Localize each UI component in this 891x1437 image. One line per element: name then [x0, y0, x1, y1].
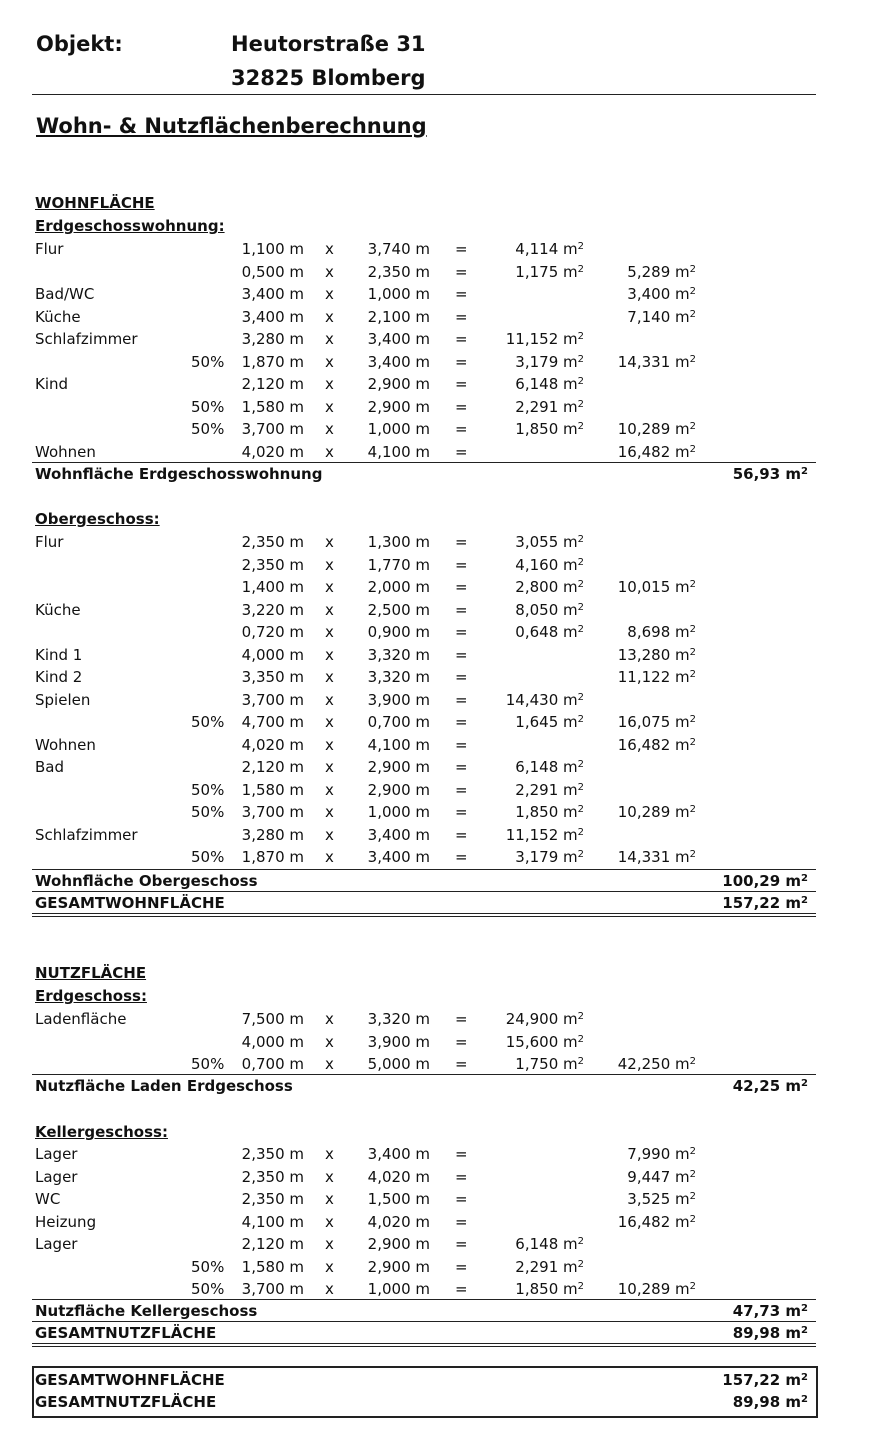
room-label: Flur — [35, 240, 64, 258]
length-a: 4,000 m — [241, 1032, 304, 1051]
room-total-area: 16,482 $m^2$ — [617, 735, 696, 754]
equals-sign: = — [455, 352, 468, 371]
section-heading — [34, 962, 814, 984]
multiply-sign: x — [325, 578, 334, 596]
calc-row — [34, 1233, 814, 1255]
room-total-area: 3,525 $m^2$ — [627, 1190, 696, 1208]
calc-row — [34, 1211, 814, 1233]
sum-value: 89,98 $m^2$ — [732, 1324, 808, 1342]
length-a: 3,400 m — [241, 307, 304, 326]
sum-row — [34, 1322, 814, 1344]
length-a: 4,000 m — [241, 645, 304, 664]
percent-factor: 50% — [191, 420, 225, 438]
length-a: 1,580 m — [241, 1257, 304, 1276]
length-b: 3,900 m — [367, 690, 430, 709]
length-b: 5,000 m — [367, 1055, 430, 1073]
length-a: 2,350 m — [241, 1167, 304, 1186]
calc-row — [34, 801, 814, 823]
sum-value: 157,22 $m^2$ — [722, 1371, 808, 1389]
multiply-sign: x — [325, 442, 334, 461]
length-b: 3,400 m — [367, 330, 430, 348]
section-heading — [34, 215, 814, 237]
equals-sign: = — [455, 1212, 468, 1231]
length-a: 3,220 m — [241, 600, 304, 619]
room-label: Küche — [35, 307, 81, 326]
equals-sign: = — [455, 578, 468, 596]
subtotal-area: 1,645 $m^2$ — [515, 713, 584, 731]
length-b: 3,740 m — [367, 240, 430, 258]
length-b: 0,700 m — [367, 713, 430, 731]
equals-sign: = — [455, 780, 468, 799]
calc-row — [34, 1188, 814, 1210]
equals-sign: = — [455, 848, 468, 866]
multiply-sign: x — [325, 600, 334, 619]
room-label: Bad — [35, 758, 65, 776]
equals-sign: = — [455, 1235, 468, 1253]
section-heading-text: Obergeschoss: — [35, 510, 160, 528]
calc-row — [34, 238, 814, 260]
subtotal-area: 11,152 $m^2$ — [505, 825, 584, 844]
equals-sign: = — [455, 555, 468, 574]
sum-value: 42,25 $m^2$ — [732, 1077, 808, 1095]
calc-row — [34, 779, 814, 801]
room-total-area: 10,015 $m^2$ — [617, 578, 696, 596]
percent-factor: 50% — [191, 803, 225, 821]
multiply-sign: x — [325, 848, 334, 866]
calc-row — [34, 846, 814, 868]
length-a: 2,120 m — [241, 1235, 304, 1253]
calc-row — [34, 306, 814, 328]
divider — [32, 1343, 816, 1344]
multiply-sign: x — [325, 1167, 334, 1186]
multiply-sign: x — [325, 1010, 334, 1028]
calc-row — [34, 283, 814, 305]
room-label: Flur — [35, 533, 64, 551]
length-b: 4,020 m — [367, 1212, 430, 1231]
sum-value: 89,98 $m^2$ — [732, 1393, 808, 1411]
length-b: 3,400 m — [367, 352, 430, 371]
length-b: 2,900 m — [367, 397, 430, 416]
length-b: 1,000 m — [367, 285, 430, 303]
subtotal-area: 4,160 $m^2$ — [515, 555, 584, 574]
length-a: 3,280 m — [241, 825, 304, 844]
length-a: 1,870 m — [241, 352, 304, 371]
multiply-sign: x — [325, 758, 334, 776]
length-a: 4,020 m — [241, 735, 304, 754]
equals-sign: = — [455, 1010, 468, 1028]
length-b: 2,000 m — [367, 578, 430, 596]
equals-sign: = — [455, 600, 468, 619]
subtotal-area: 1,850 $m^2$ — [515, 1280, 584, 1298]
room-label: Kind 1 — [35, 645, 83, 664]
equals-sign: = — [455, 623, 468, 641]
subtotal-area: 6,148 $m^2$ — [515, 1235, 584, 1253]
length-a: 7,500 m — [241, 1010, 304, 1028]
percent-factor: 50% — [191, 1257, 225, 1276]
section-heading-text: Erdgeschoss: — [35, 987, 147, 1005]
length-b: 1,770 m — [367, 555, 430, 574]
length-b: 3,320 m — [367, 668, 430, 686]
length-b: 1,000 m — [367, 1280, 430, 1298]
calc-row — [34, 711, 814, 733]
length-a: 0,700 m — [241, 1055, 304, 1073]
subtotal-area: 24,900 $m^2$ — [505, 1010, 584, 1028]
calc-row — [34, 621, 814, 643]
length-a: 1,100 m — [241, 240, 304, 258]
calc-row — [34, 734, 814, 756]
subtotal-area: 6,148 $m^2$ — [515, 375, 584, 393]
length-b: 1,000 m — [367, 420, 430, 438]
room-total-area: 3,400 $m^2$ — [627, 285, 696, 303]
multiply-sign: x — [325, 825, 334, 844]
length-b: 2,100 m — [367, 307, 430, 326]
multiply-sign: x — [325, 690, 334, 709]
sum-label: GESAMTWOHNFLÄCHE — [35, 894, 225, 912]
multiply-sign: x — [325, 533, 334, 551]
calc-row — [34, 756, 814, 778]
length-b: 2,900 m — [367, 758, 430, 776]
section-heading-text: NUTZFLÄCHE — [35, 964, 147, 982]
multiply-sign: x — [325, 623, 334, 641]
length-a: 3,350 m — [241, 668, 304, 686]
room-total-area: 42,250 $m^2$ — [617, 1055, 696, 1073]
sum-label: GESAMTWOHNFLÄCHE — [35, 1371, 225, 1389]
subtotal-area: 14,430 $m^2$ — [505, 690, 584, 709]
length-a: 1,580 m — [241, 397, 304, 416]
multiply-sign: x — [325, 330, 334, 348]
equals-sign: = — [455, 330, 468, 348]
sum-label: GESAMTNUTZFLÄCHE — [35, 1324, 217, 1342]
calc-row — [34, 666, 814, 688]
section-heading — [34, 508, 814, 530]
length-b: 3,320 m — [367, 645, 430, 664]
object-label: Objekt: — [36, 32, 123, 56]
equals-sign: = — [455, 690, 468, 709]
divider — [32, 913, 816, 914]
room-label: Lager — [35, 1145, 78, 1163]
percent-factor: 50% — [191, 780, 225, 799]
calc-row — [34, 1143, 814, 1165]
calc-row — [34, 824, 814, 846]
room-label: Schlafzimmer — [35, 330, 138, 348]
room-total-area: 16,482 $m^2$ — [617, 1212, 696, 1231]
equals-sign: = — [455, 285, 468, 303]
equals-sign: = — [455, 1032, 468, 1051]
subtotal-area: 3,179 $m^2$ — [515, 352, 584, 371]
multiply-sign: x — [325, 397, 334, 416]
length-a: 2,120 m — [241, 375, 304, 393]
length-a: 3,400 m — [241, 285, 304, 303]
calc-row — [34, 576, 814, 598]
length-b: 1,300 m — [367, 533, 430, 551]
sum-label: Wohnfläche Obergeschoss — [35, 872, 258, 890]
equals-sign: = — [455, 758, 468, 776]
calc-row — [34, 644, 814, 666]
section-heading — [34, 985, 814, 1007]
room-label: Lager — [35, 1167, 78, 1186]
object-city: 32825 Blomberg — [231, 66, 426, 90]
room-total-area: 13,280 $m^2$ — [617, 645, 696, 664]
length-b: 0,900 m — [367, 623, 430, 641]
room-total-area: 8,698 $m^2$ — [627, 623, 696, 641]
multiply-sign: x — [325, 352, 334, 371]
multiply-sign: x — [325, 1235, 334, 1253]
equals-sign: = — [455, 803, 468, 821]
room-label: Heizung — [35, 1212, 97, 1231]
calc-row — [34, 599, 814, 621]
length-b: 4,020 m — [367, 1167, 430, 1186]
length-a: 4,020 m — [241, 442, 304, 461]
room-label: Bad/WC — [35, 285, 95, 303]
multiply-sign: x — [325, 1212, 334, 1231]
equals-sign: = — [455, 1167, 468, 1186]
calc-row — [34, 1278, 814, 1300]
multiply-sign: x — [325, 1257, 334, 1276]
length-b: 2,500 m — [367, 600, 430, 619]
multiply-sign: x — [325, 285, 334, 303]
equals-sign: = — [455, 735, 468, 754]
length-b: 3,900 m — [367, 1032, 430, 1051]
room-label: Küche — [35, 600, 81, 619]
equals-sign: = — [455, 1280, 468, 1298]
room-label: Ladenfläche — [35, 1010, 127, 1028]
subtotal-area: 1,175 $m^2$ — [515, 262, 584, 281]
calc-row — [34, 373, 814, 395]
room-total-area: 7,140 $m^2$ — [627, 307, 696, 326]
length-a: 0,720 m — [241, 623, 304, 641]
equals-sign: = — [455, 420, 468, 438]
room-label: Kind — [35, 375, 69, 393]
summary-box — [32, 1366, 818, 1418]
room-total-area: 16,482 $m^2$ — [617, 442, 696, 461]
calc-row — [34, 689, 814, 711]
length-b: 4,100 m — [367, 442, 430, 461]
room-total-area: 5,289 $m^2$ — [627, 262, 696, 281]
multiply-sign: x — [325, 420, 334, 438]
sum-label: GESAMTNUTZFLÄCHE — [35, 1393, 217, 1411]
subtotal-area: 6,148 $m^2$ — [515, 758, 584, 776]
sum-row — [34, 463, 814, 485]
length-b: 2,900 m — [367, 375, 430, 393]
room-label: Lager — [35, 1235, 78, 1253]
length-a: 1,400 m — [241, 578, 304, 596]
section-heading-text: WOHNFLÄCHE — [35, 194, 155, 212]
percent-factor: 50% — [191, 1280, 225, 1298]
calc-row — [34, 1031, 814, 1053]
subtotal-area: 8,050 $m^2$ — [515, 600, 584, 619]
subtotal-area: 3,179 $m^2$ — [515, 848, 584, 866]
calc-row — [34, 531, 814, 553]
subtotal-area: 1,850 $m^2$ — [515, 420, 584, 438]
room-label: Schlafzimmer — [35, 825, 138, 844]
length-a: 2,350 m — [241, 533, 304, 551]
section-heading-text: Kellergeschoss: — [35, 1123, 168, 1141]
length-a: 4,700 m — [241, 713, 304, 731]
room-total-area: 10,289 $m^2$ — [617, 803, 696, 821]
sum-label: Wohnfläche Erdgeschosswohnung — [35, 465, 323, 483]
room-total-area: 10,289 $m^2$ — [617, 420, 696, 438]
equals-sign: = — [455, 240, 468, 258]
equals-sign: = — [455, 307, 468, 326]
length-a: 3,700 m — [241, 1280, 304, 1298]
section-heading — [34, 192, 814, 214]
subtotal-area: 2,291 $m^2$ — [515, 1257, 584, 1276]
section-heading-text: Erdgeschosswohnung: — [35, 217, 225, 235]
subtotal-area: 0,648 $m^2$ — [515, 623, 584, 641]
room-total-area: 11,122 $m^2$ — [617, 668, 696, 686]
length-b: 1,500 m — [367, 1190, 430, 1208]
equals-sign: = — [455, 1190, 468, 1208]
room-total-area: 14,331 $m^2$ — [617, 352, 696, 371]
calc-row — [34, 1008, 814, 1030]
equals-sign: = — [455, 442, 468, 461]
length-b: 2,900 m — [367, 780, 430, 799]
equals-sign: = — [455, 262, 468, 281]
equals-sign: = — [455, 645, 468, 664]
equals-sign: = — [455, 825, 468, 844]
percent-factor: 50% — [191, 397, 225, 416]
length-a: 2,120 m — [241, 758, 304, 776]
multiply-sign: x — [325, 1280, 334, 1298]
header-divider — [32, 94, 816, 95]
sum-row — [34, 1075, 814, 1097]
sum-label: Nutzfläche Laden Erdgeschoss — [35, 1077, 293, 1095]
length-b: 3,320 m — [367, 1010, 430, 1028]
multiply-sign: x — [325, 240, 334, 258]
divider — [32, 1346, 816, 1347]
subtotal-area: 11,152 $m^2$ — [505, 330, 584, 348]
calc-row — [34, 1053, 814, 1075]
equals-sign: = — [455, 713, 468, 731]
subtotal-area: 15,600 $m^2$ — [505, 1032, 584, 1051]
length-b: 3,400 m — [367, 825, 430, 844]
equals-sign: = — [455, 397, 468, 416]
room-total-area: 16,075 $m^2$ — [617, 713, 696, 731]
calc-row — [34, 1166, 814, 1188]
equals-sign: = — [455, 375, 468, 393]
room-label: Kind 2 — [35, 668, 83, 686]
multiply-sign: x — [325, 555, 334, 574]
subtotal-area: 3,055 $m^2$ — [515, 533, 584, 551]
sum-row — [34, 892, 814, 914]
length-a: 3,700 m — [241, 690, 304, 709]
equals-sign: = — [455, 1145, 468, 1163]
multiply-sign: x — [325, 780, 334, 799]
calc-row — [34, 554, 814, 576]
page-title: Wohn- & Nutzflächenberechnung — [36, 114, 427, 138]
room-label: Wohnen — [35, 442, 96, 461]
subtotal-area: 2,291 $m^2$ — [515, 780, 584, 799]
length-a: 0,500 m — [241, 262, 304, 281]
subtotal-area: 4,114 $m^2$ — [515, 240, 584, 258]
length-b: 3,400 m — [367, 848, 430, 866]
subtotal-area: 1,850 $m^2$ — [515, 803, 584, 821]
multiply-sign: x — [325, 645, 334, 664]
sum-value: 157,22 $m^2$ — [722, 894, 808, 912]
subtotal-area: 2,291 $m^2$ — [515, 397, 584, 416]
length-b: 4,100 m — [367, 735, 430, 754]
calc-row — [34, 1256, 814, 1278]
multiply-sign: x — [325, 1055, 334, 1073]
equals-sign: = — [455, 1055, 468, 1073]
calc-row — [34, 328, 814, 350]
length-a: 2,350 m — [241, 1145, 304, 1163]
multiply-sign: x — [325, 307, 334, 326]
multiply-sign: x — [325, 262, 334, 281]
room-total-area: 7,990 $m^2$ — [627, 1145, 696, 1163]
calc-row — [34, 261, 814, 283]
multiply-sign: x — [325, 1190, 334, 1208]
multiply-sign: x — [325, 1032, 334, 1051]
multiply-sign: x — [325, 375, 334, 393]
length-b: 2,900 m — [367, 1257, 430, 1276]
calc-row — [34, 351, 814, 373]
room-label: Wohnen — [35, 735, 96, 754]
room-total-area: 10,289 $m^2$ — [617, 1280, 696, 1298]
room-label: Spielen — [35, 690, 91, 709]
length-a: 3,700 m — [241, 420, 304, 438]
length-a: 1,870 m — [241, 848, 304, 866]
length-a: 2,350 m — [241, 555, 304, 574]
length-b: 3,400 m — [367, 1145, 430, 1163]
percent-factor: 50% — [191, 848, 225, 866]
object-street: Heutorstraße 31 — [231, 32, 426, 56]
subtotal-area: 2,800 $m^2$ — [515, 578, 584, 596]
calc-row — [34, 418, 814, 440]
length-a: 3,280 m — [241, 330, 304, 348]
multiply-sign: x — [325, 735, 334, 754]
length-a: 4,100 m — [241, 1212, 304, 1231]
calc-row — [34, 396, 814, 418]
length-a: 3,700 m — [241, 803, 304, 821]
multiply-sign: x — [325, 1145, 334, 1163]
length-b: 1,000 m — [367, 803, 430, 821]
multiply-sign: x — [325, 713, 334, 731]
equals-sign: = — [455, 1257, 468, 1276]
sum-row — [34, 870, 814, 892]
length-b: 2,900 m — [367, 1235, 430, 1253]
length-b: 2,350 m — [367, 262, 430, 281]
equals-sign: = — [455, 668, 468, 686]
sum-label: Nutzfläche Kellergeschoss — [35, 1302, 258, 1320]
subtotal-area: 1,750 $m^2$ — [515, 1055, 584, 1073]
section-heading — [34, 1121, 814, 1143]
sum-value: 56,93 $m^2$ — [732, 465, 808, 483]
room-total-area: 9,447 $m^2$ — [627, 1167, 696, 1186]
sum-value: 47,73 $m^2$ — [732, 1302, 808, 1320]
divider — [32, 916, 816, 917]
calc-row — [34, 441, 814, 463]
multiply-sign: x — [325, 803, 334, 821]
equals-sign: = — [455, 533, 468, 551]
length-a: 1,580 m — [241, 780, 304, 799]
sum-value: 100,29 $m^2$ — [722, 872, 808, 890]
room-label: WC — [35, 1190, 61, 1208]
multiply-sign: x — [325, 668, 334, 686]
sum-row — [34, 1300, 814, 1322]
percent-factor: 50% — [191, 713, 225, 731]
percent-factor: 50% — [191, 1055, 225, 1073]
percent-factor: 50% — [191, 352, 225, 371]
length-a: 2,350 m — [241, 1190, 304, 1208]
room-total-area: 14,331 $m^2$ — [617, 848, 696, 866]
